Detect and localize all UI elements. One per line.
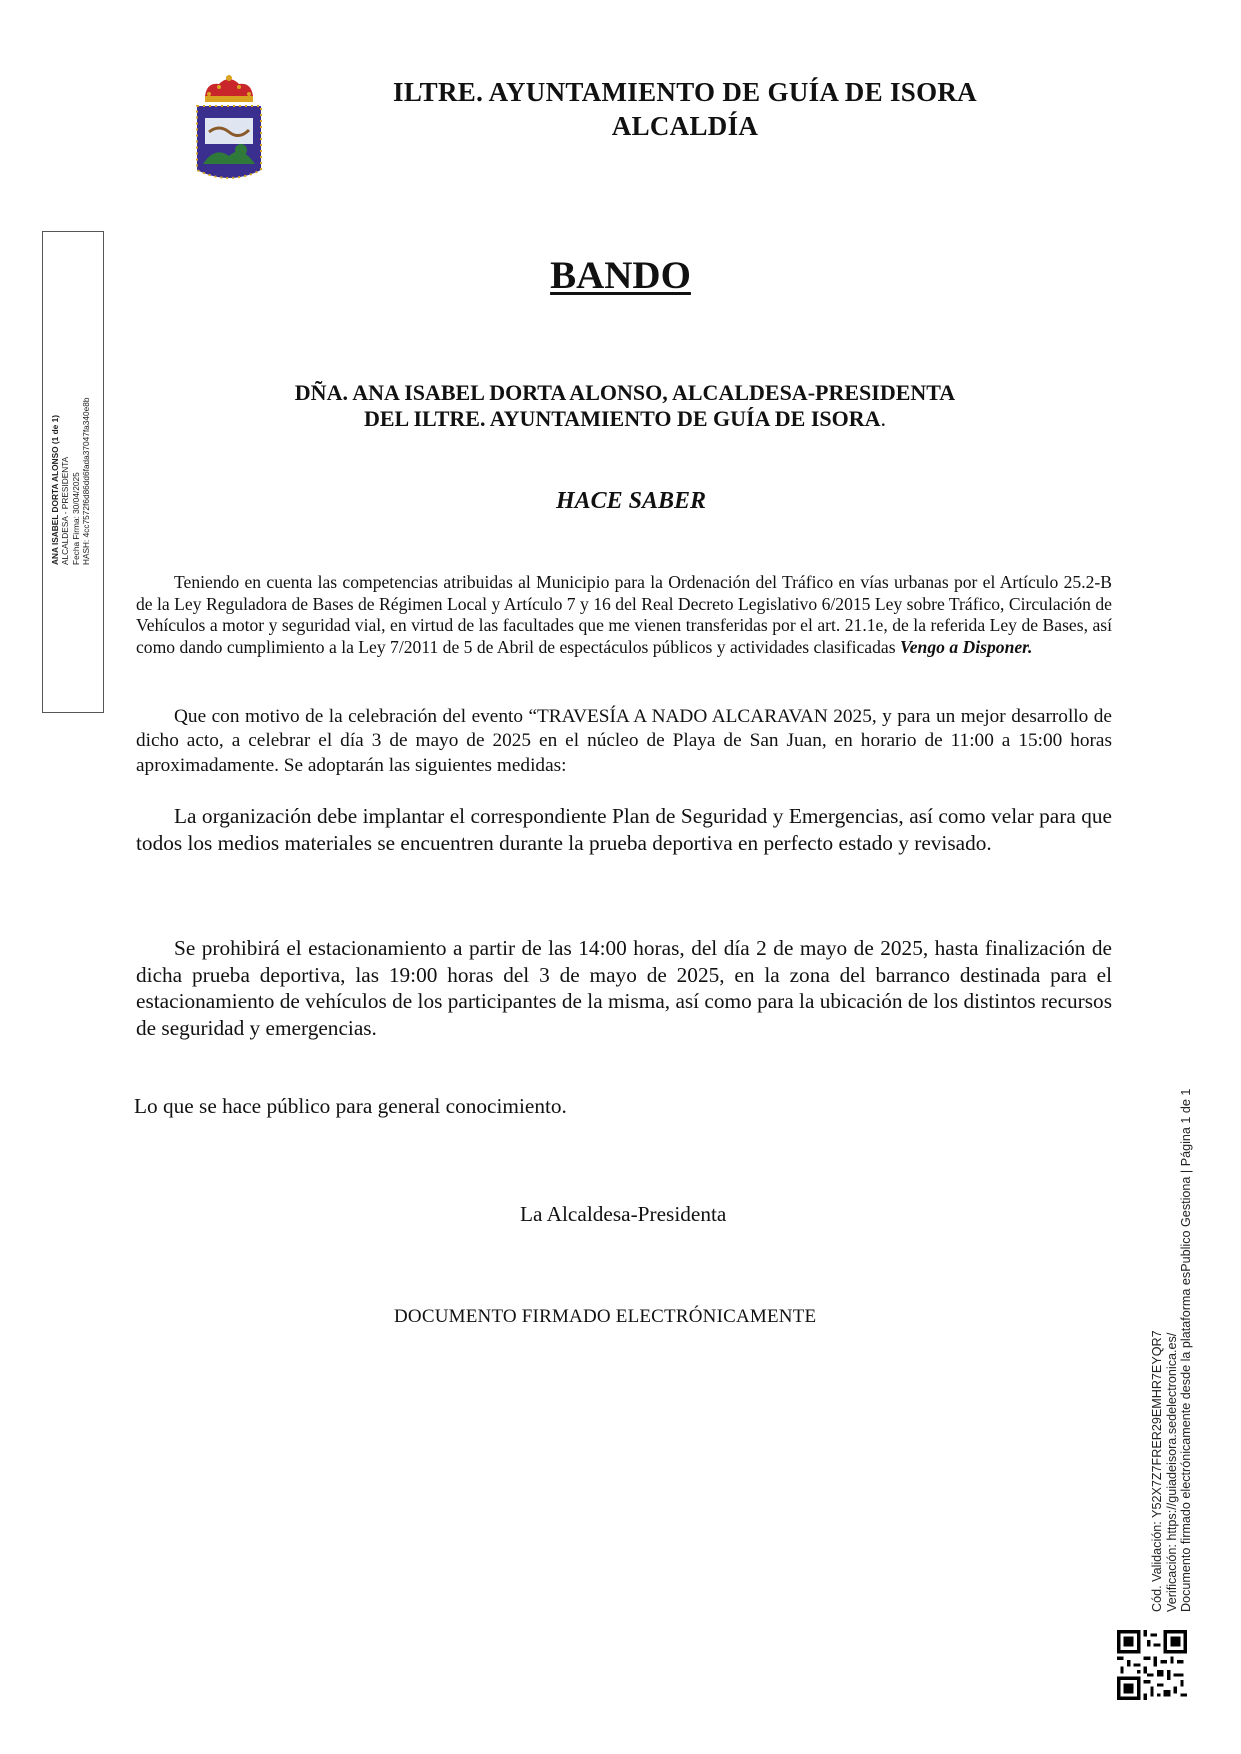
document-title: BANDO — [550, 254, 691, 297]
shield-icon — [197, 106, 261, 178]
stamp-signer: ANA ISABEL DORTA ALONSO (1 de 1) — [50, 415, 60, 565]
mayor-line-2: DEL ILTRE. AYUNTAMIENTO DE GUÍA DE ISORA. — [363, 406, 887, 431]
stamp-hash: HASH: 4cc7572f6d86dd6fada37047fa340e8b — [81, 397, 92, 565]
validation-code: Cód. Validación: Y52X7Z7FRER29EMHR7EYQR7 — [1150, 1330, 1164, 1612]
paragraph-safety-plan: La organización debe implantar el correspondiente Plan de Seguridad y Emergencias, así como velar para que todos los medios materiales se encuentren durante la prueba deportiva en perfecto estado y revisado. — [136, 804, 1112, 855]
platform-note: Documento firmado electrónicamente desde la plataforma esPublico Gestiona | Página 1 de 1 — [1179, 1088, 1194, 1612]
mayor-line-1: DÑA. ANA ISABEL DORTA ALONSO, ALCALDESA-PRESIDENTA — [294, 380, 956, 405]
department-name: ALCALDÍA — [611, 111, 759, 141]
signature-role: La Alcaldesa-Presidenta — [520, 1202, 727, 1226]
stamp-role: ALCALDESA - PRESIDENTA — [60, 456, 71, 565]
closing-statement: Lo que se hace público para general conocimiento. — [134, 1094, 567, 1118]
paragraph-legal-basis: Teniendo en cuenta las competencias atribuidas al Municipio para la Ordenación del Tráfico en vías urbanas por el Artículo 25.2-B de la Ley Reguladora de Bases de Régimen Local y Artículo 7 y 16 del Real Decreto Legislativo 6/2015 Ley sobre Tráfico, Circulación de Vehículos a motor y seguridad vial, en virtud de las facultades que me vienen transferidas por el art. 21.1e, de la referida Ley de Bases, así como dando cumplimiento a la Ley 7/2011 de 5 de Abril de espectáculos públicos y actividades clasificadas Vengo a Disponer. — [136, 572, 1112, 658]
electronic-signature-note: DOCUMENTO FIRMADO ELECTRÓNICAMENTE — [394, 1306, 817, 1327]
municipal-crest-logo — [193, 74, 265, 182]
qr-code-icon[interactable] — [1117, 1630, 1187, 1700]
stamp-date: Fecha Firma: 30/04/2025 — [70, 472, 81, 565]
paragraph-event: Que con motivo de la celebración del evento “TRAVESÍA A NADO ALCARAVAN 2025, y para un mejor desarrollo de dicho acto, a celebrar el día 3 de mayo de 2025 en el núcleo de Playa de San Juan, en horario de 11:00 a 15:00 horas aproximadamente. Se adoptarán las siguientes medidas: — [136, 706, 1112, 776]
paragraph-parking-ban: Se prohibirá el estacionamiento a partir de las 14:00 horas, del día 2 de mayo de 2025, hasta finalización de dicha prueba deportiva, las 19:00 horas del 3 de mayo de 2025, en la zona del barranco destinada para el estacionamiento de vehículos de los participantes de la misma, así como para la ubicación de los distintos recursos de seguridad y emergencias. — [136, 936, 1112, 1040]
crown-icon — [205, 75, 253, 102]
institution-name: ILTRE. AYUNTAMIENTO DE GUÍA DE ISORA — [393, 77, 977, 107]
hace-saber-heading: HACE SABER — [555, 488, 707, 514]
verification-url[interactable]: Verificación: https://guiadeisora.sedelectronica.es/ — [1164, 1332, 1179, 1612]
